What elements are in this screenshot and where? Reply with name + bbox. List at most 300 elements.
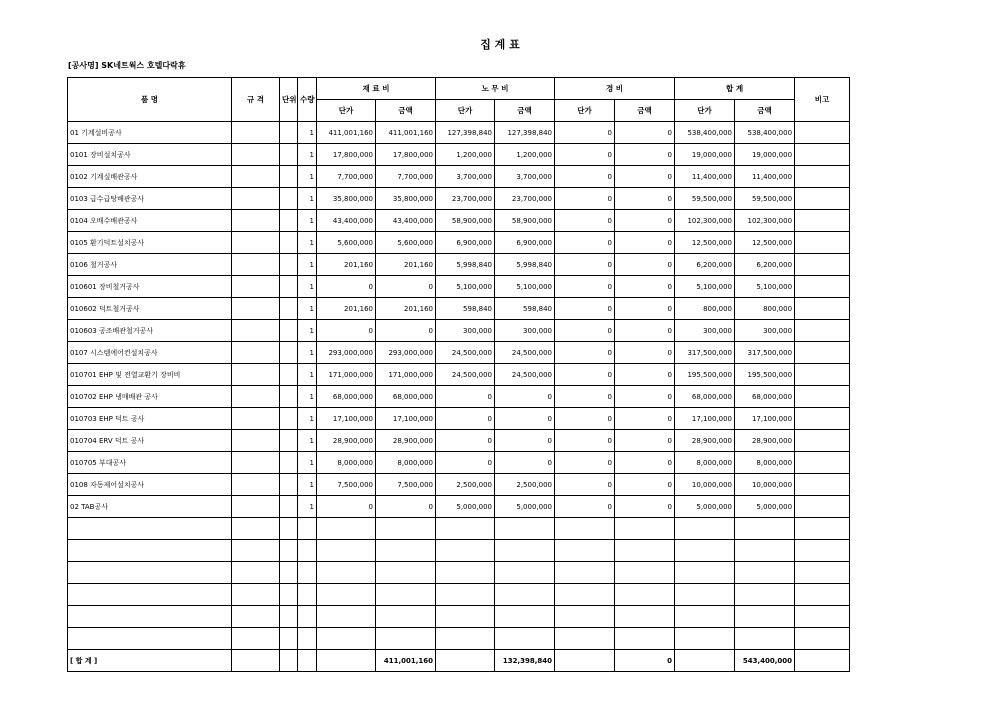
labor-unit-price-cell: 598,840 xyxy=(436,298,495,320)
labor-unit-price-cell: 24,500,000 xyxy=(436,364,495,386)
table-cell xyxy=(317,518,376,540)
table-cell xyxy=(280,584,298,606)
table-cell xyxy=(317,540,376,562)
table-cell xyxy=(232,540,280,562)
expense-amount-cell: 0 xyxy=(615,452,675,474)
summary-table xyxy=(67,77,850,672)
labor-unit-price-cell: 127,398,840 xyxy=(436,122,495,144)
table-cell xyxy=(298,518,317,540)
empty-row xyxy=(68,584,850,606)
expense-unit-price-cell: 0 xyxy=(555,232,615,254)
table-cell xyxy=(555,584,615,606)
table-row xyxy=(68,474,850,496)
expense-unit-price-cell: 0 xyxy=(555,188,615,210)
total-amount-cell: 10,000,000 xyxy=(735,474,795,496)
labor-amount-cell: 0 xyxy=(495,452,555,474)
table-cell xyxy=(376,562,436,584)
header-labor-amount: 금액 xyxy=(495,100,555,122)
labor-unit-price-cell: 23,700,000 xyxy=(436,188,495,210)
total-amount-cell: 68,000,000 xyxy=(735,386,795,408)
table-cell xyxy=(615,606,675,628)
header-expense-amount: 금액 xyxy=(615,100,675,122)
item-name-cell: 0106 철거공사 xyxy=(68,254,232,276)
unit-cell xyxy=(280,122,298,144)
table-cell xyxy=(298,650,317,672)
table-row xyxy=(68,364,850,386)
expense-amount-cell: 0 xyxy=(615,254,675,276)
item-name-cell: 0105 환기덕트설치공사 xyxy=(68,232,232,254)
unit-cell xyxy=(280,210,298,232)
qty-cell: 1 xyxy=(298,188,317,210)
labor-amount-cell: 127,398,840 xyxy=(495,122,555,144)
expense-unit-price-cell: 0 xyxy=(555,298,615,320)
material-unit-price-cell: 201,160 xyxy=(317,298,376,320)
table-cell xyxy=(280,650,298,672)
material-unit-price-cell: 0 xyxy=(317,276,376,298)
labor-amount-cell: 5,100,000 xyxy=(495,276,555,298)
expense-amount-cell: 0 xyxy=(615,276,675,298)
table-cell xyxy=(298,628,317,650)
qty-cell: 1 xyxy=(298,276,317,298)
labor-unit-price-cell: 2,500,000 xyxy=(436,474,495,496)
material-unit-price-cell: 411,001,160 xyxy=(317,122,376,144)
total-amount-cell: 12,500,000 xyxy=(735,232,795,254)
item-name-cell: 02 TAB공사 xyxy=(68,496,232,518)
expense-amount-cell: 0 xyxy=(615,408,675,430)
table-row xyxy=(68,276,850,298)
item-name-cell: 010603 공조배관철거공사 xyxy=(68,320,232,342)
spec-cell xyxy=(232,144,280,166)
material-amount-cell: 7,500,000 xyxy=(376,474,436,496)
qty-cell: 1 xyxy=(298,298,317,320)
header-labor: 노 무 비 xyxy=(436,78,555,100)
qty-cell: 1 xyxy=(298,232,317,254)
item-name-cell: 010601 장비철거공사 xyxy=(68,276,232,298)
table-cell xyxy=(298,584,317,606)
table-cell xyxy=(232,518,280,540)
header-row-1 xyxy=(68,78,850,100)
unit-cell xyxy=(280,254,298,276)
qty-cell: 1 xyxy=(298,342,317,364)
table-cell xyxy=(675,606,735,628)
total-amount-cell: 800,000 xyxy=(735,298,795,320)
table-cell xyxy=(280,628,298,650)
expense-unit-price-cell: 0 xyxy=(555,144,615,166)
table-cell xyxy=(232,628,280,650)
table-cell xyxy=(735,518,795,540)
remark-cell xyxy=(795,276,850,298)
table-cell xyxy=(68,584,232,606)
table-cell xyxy=(495,584,555,606)
material-amount-cell: 201,160 xyxy=(376,298,436,320)
labor-amount-cell: 1,200,000 xyxy=(495,144,555,166)
expense-amount-cell: 0 xyxy=(615,364,675,386)
material-amount-cell: 35,800,000 xyxy=(376,188,436,210)
labor-unit-price-cell: 0 xyxy=(436,386,495,408)
total-unit-price-cell: 6,200,000 xyxy=(675,254,735,276)
spec-cell xyxy=(232,188,280,210)
spec-cell xyxy=(232,430,280,452)
labor-amount-cell: 0 xyxy=(495,408,555,430)
expense-unit-price-cell: 0 xyxy=(555,474,615,496)
unit-cell xyxy=(280,474,298,496)
labor-amount-cell: 598,840 xyxy=(495,298,555,320)
labor-unit-price-cell: 24,500,000 xyxy=(436,342,495,364)
labor-unit-price-cell: 6,900,000 xyxy=(436,232,495,254)
material-amount-cell: 0 xyxy=(376,496,436,518)
table-cell xyxy=(615,540,675,562)
table-row xyxy=(68,166,850,188)
table-cell xyxy=(280,540,298,562)
table-cell xyxy=(615,628,675,650)
spec-cell xyxy=(232,496,280,518)
table-cell xyxy=(615,518,675,540)
qty-cell: 1 xyxy=(298,364,317,386)
remark-cell xyxy=(795,210,850,232)
table-cell xyxy=(376,518,436,540)
header-unit: 단위 xyxy=(280,78,298,122)
expense-amount-cell: 0 xyxy=(615,298,675,320)
material-unit-price-cell: 8,000,000 xyxy=(317,452,376,474)
material-unit-price-cell: 171,000,000 xyxy=(317,364,376,386)
table-row xyxy=(68,408,850,430)
table-row xyxy=(68,122,850,144)
table-cell xyxy=(675,628,735,650)
table-cell xyxy=(68,540,232,562)
remark-cell xyxy=(795,474,850,496)
table-cell xyxy=(795,584,850,606)
material-unit-price-cell: 293,000,000 xyxy=(317,342,376,364)
material-unit-price-cell: 0 xyxy=(317,320,376,342)
table-row xyxy=(68,386,850,408)
table-cell xyxy=(376,606,436,628)
unit-cell xyxy=(280,166,298,188)
labor-unit-price-cell: 58,900,000 xyxy=(436,210,495,232)
header-item: 품 명 xyxy=(68,78,232,122)
table-cell xyxy=(68,606,232,628)
total-unit-price-cell: 28,900,000 xyxy=(675,430,735,452)
total-unit-price-cell: 11,400,000 xyxy=(675,166,735,188)
material-amount-cell: 0 xyxy=(376,276,436,298)
header-expense-unit-price: 단가 xyxy=(555,100,615,122)
table-row xyxy=(68,452,850,474)
header-spec: 규 격 xyxy=(232,78,280,122)
table-cell xyxy=(232,606,280,628)
total-unit-price-cell: 317,500,000 xyxy=(675,342,735,364)
spec-cell xyxy=(232,232,280,254)
header-material-unit-price: 단가 xyxy=(317,100,376,122)
material-unit-price-cell: 35,800,000 xyxy=(317,188,376,210)
labor-amount-cell: 24,500,000 xyxy=(495,342,555,364)
spec-cell xyxy=(232,166,280,188)
material-unit-price-cell: 0 xyxy=(317,496,376,518)
total-amount: 543,400,000 xyxy=(735,650,795,672)
header-total-unit-price: 단가 xyxy=(675,100,735,122)
unit-cell xyxy=(280,430,298,452)
spec-cell xyxy=(232,452,280,474)
unit-cell xyxy=(280,320,298,342)
total-amount-cell: 5,100,000 xyxy=(735,276,795,298)
table-cell xyxy=(795,628,850,650)
unit-cell xyxy=(280,452,298,474)
unit-cell xyxy=(280,496,298,518)
material-amount-cell: 411,001,160 xyxy=(376,122,436,144)
material-amount-cell: 28,900,000 xyxy=(376,430,436,452)
table-cell xyxy=(317,606,376,628)
table-cell xyxy=(795,606,850,628)
table-cell xyxy=(675,562,735,584)
expense-amount-cell: 0 xyxy=(615,430,675,452)
labor-unit-price-cell: 0 xyxy=(436,408,495,430)
expense-amount-cell: 0 xyxy=(615,342,675,364)
empty-row xyxy=(68,628,850,650)
remark-cell xyxy=(795,320,850,342)
total-material-amount: 411,001,160 xyxy=(376,650,436,672)
table-cell xyxy=(735,606,795,628)
expense-unit-price-cell: 0 xyxy=(555,430,615,452)
total-amount-cell: 300,000 xyxy=(735,320,795,342)
expense-amount-cell: 0 xyxy=(615,232,675,254)
remark-cell xyxy=(795,254,850,276)
spec-cell xyxy=(232,320,280,342)
table-cell xyxy=(615,584,675,606)
labor-amount-cell: 2,500,000 xyxy=(495,474,555,496)
page-title: 집 계 표 xyxy=(480,38,520,51)
table-cell xyxy=(495,518,555,540)
qty-cell: 1 xyxy=(298,408,317,430)
material-amount-cell: 0 xyxy=(376,320,436,342)
qty-cell: 1 xyxy=(298,210,317,232)
table-cell xyxy=(495,540,555,562)
expense-amount-cell: 0 xyxy=(615,386,675,408)
labor-unit-price-cell: 5,100,000 xyxy=(436,276,495,298)
table-cell xyxy=(68,562,232,584)
table-cell xyxy=(495,562,555,584)
spec-cell xyxy=(232,408,280,430)
material-amount-cell: 43,400,000 xyxy=(376,210,436,232)
item-name-cell: 010704 ERV 덕트 공사 xyxy=(68,430,232,452)
total-amount-cell: 538,400,000 xyxy=(735,122,795,144)
unit-cell xyxy=(280,298,298,320)
total-amount-cell: 195,500,000 xyxy=(735,364,795,386)
spec-cell xyxy=(232,122,280,144)
item-name-cell: 0102 기계실배관공사 xyxy=(68,166,232,188)
table-cell xyxy=(675,584,735,606)
project-name: [공사명] SK네트웍스 호텔다락휴 xyxy=(68,61,186,70)
remark-cell xyxy=(795,430,850,452)
expense-unit-price-cell: 0 xyxy=(555,320,615,342)
remark-cell xyxy=(795,232,850,254)
material-unit-price-cell: 43,400,000 xyxy=(317,210,376,232)
spec-cell xyxy=(232,254,280,276)
total-unit-price-cell: 59,500,000 xyxy=(675,188,735,210)
table-cell xyxy=(795,518,850,540)
total-amount-cell: 6,200,000 xyxy=(735,254,795,276)
item-name-cell: 01 기계설비공사 xyxy=(68,122,232,144)
spec-cell xyxy=(232,342,280,364)
item-name-cell: 010705 부대공사 xyxy=(68,452,232,474)
expense-unit-price-cell: 0 xyxy=(555,276,615,298)
empty-row xyxy=(68,562,850,584)
table-cell xyxy=(436,606,495,628)
remark-cell xyxy=(795,452,850,474)
table-cell xyxy=(555,650,615,672)
expense-unit-price-cell: 0 xyxy=(555,386,615,408)
expense-amount-cell: 0 xyxy=(615,474,675,496)
total-labor-amount: 132,398,840 xyxy=(495,650,555,672)
table-cell xyxy=(232,562,280,584)
empty-row xyxy=(68,518,850,540)
labor-unit-price-cell: 0 xyxy=(436,430,495,452)
total-amount-cell: 102,300,000 xyxy=(735,210,795,232)
unit-cell xyxy=(280,232,298,254)
header-total: 합 계 xyxy=(675,78,795,100)
spec-cell xyxy=(232,276,280,298)
labor-unit-price-cell: 0 xyxy=(436,452,495,474)
total-expense-amount: 0 xyxy=(615,650,675,672)
table-cell xyxy=(68,628,232,650)
remark-cell xyxy=(795,188,850,210)
total-unit-price-cell: 5,000,000 xyxy=(675,496,735,518)
spec-cell xyxy=(232,386,280,408)
item-name-cell: 010602 덕트철거공사 xyxy=(68,298,232,320)
total-label: [ 합 계 ] xyxy=(68,650,232,672)
expense-amount-cell: 0 xyxy=(615,496,675,518)
table-cell xyxy=(795,562,850,584)
unit-cell xyxy=(280,276,298,298)
remark-cell xyxy=(795,122,850,144)
header-material: 재 료 비 xyxy=(317,78,436,100)
expense-unit-price-cell: 0 xyxy=(555,254,615,276)
material-unit-price-cell: 68,000,000 xyxy=(317,386,376,408)
table-cell xyxy=(555,628,615,650)
table-cell xyxy=(376,584,436,606)
total-unit-price-cell: 195,500,000 xyxy=(675,364,735,386)
material-unit-price-cell: 28,900,000 xyxy=(317,430,376,452)
total-row xyxy=(68,650,850,672)
table-cell xyxy=(555,518,615,540)
total-amount-cell: 19,000,000 xyxy=(735,144,795,166)
total-unit-price-cell: 8,000,000 xyxy=(675,452,735,474)
labor-amount-cell: 5,998,840 xyxy=(495,254,555,276)
labor-amount-cell: 3,700,000 xyxy=(495,166,555,188)
expense-unit-price-cell: 0 xyxy=(555,364,615,386)
table-row xyxy=(68,298,850,320)
table-cell xyxy=(495,606,555,628)
header-expense: 경 비 xyxy=(555,78,675,100)
table-cell xyxy=(280,606,298,628)
table-cell xyxy=(436,628,495,650)
material-amount-cell: 7,700,000 xyxy=(376,166,436,188)
material-amount-cell: 171,000,000 xyxy=(376,364,436,386)
item-name-cell: 0107 시스템에어컨설치공사 xyxy=(68,342,232,364)
remark-cell xyxy=(795,386,850,408)
table-cell xyxy=(317,562,376,584)
expense-unit-price-cell: 0 xyxy=(555,122,615,144)
material-amount-cell: 293,000,000 xyxy=(376,342,436,364)
table-row xyxy=(68,342,850,364)
labor-unit-price-cell: 300,000 xyxy=(436,320,495,342)
unit-cell xyxy=(280,342,298,364)
table-row xyxy=(68,496,850,518)
table-cell xyxy=(675,650,735,672)
material-unit-price-cell: 17,100,000 xyxy=(317,408,376,430)
total-unit-price-cell: 10,000,000 xyxy=(675,474,735,496)
qty-cell: 1 xyxy=(298,144,317,166)
labor-amount-cell: 300,000 xyxy=(495,320,555,342)
remark-cell xyxy=(795,496,850,518)
total-unit-price-cell: 12,500,000 xyxy=(675,232,735,254)
qty-cell: 1 xyxy=(298,474,317,496)
table-cell xyxy=(495,628,555,650)
expense-unit-price-cell: 0 xyxy=(555,452,615,474)
remark-cell xyxy=(795,408,850,430)
table-cell xyxy=(232,650,280,672)
table-row xyxy=(68,144,850,166)
header-qty: 수량 xyxy=(298,78,317,122)
remark-cell xyxy=(795,144,850,166)
table-cell xyxy=(436,540,495,562)
labor-amount-cell: 24,500,000 xyxy=(495,364,555,386)
qty-cell: 1 xyxy=(298,452,317,474)
labor-amount-cell: 6,900,000 xyxy=(495,232,555,254)
expense-unit-price-cell: 0 xyxy=(555,496,615,518)
remark-cell xyxy=(795,364,850,386)
table-cell xyxy=(317,650,376,672)
labor-amount-cell: 0 xyxy=(495,430,555,452)
table-cell xyxy=(232,584,280,606)
total-amount-cell: 317,500,000 xyxy=(735,342,795,364)
material-unit-price-cell: 5,600,000 xyxy=(317,232,376,254)
table-cell xyxy=(615,562,675,584)
table-cell xyxy=(298,562,317,584)
expense-unit-price-cell: 0 xyxy=(555,342,615,364)
remark-cell xyxy=(795,166,850,188)
table-cell xyxy=(436,518,495,540)
total-amount-cell: 59,500,000 xyxy=(735,188,795,210)
expense-amount-cell: 0 xyxy=(615,320,675,342)
table-cell xyxy=(795,650,850,672)
labor-amount-cell: 58,900,000 xyxy=(495,210,555,232)
expense-amount-cell: 0 xyxy=(615,188,675,210)
table-row xyxy=(68,210,850,232)
table-row xyxy=(68,254,850,276)
total-amount-cell: 8,000,000 xyxy=(735,452,795,474)
total-unit-price-cell: 17,100,000 xyxy=(675,408,735,430)
labor-amount-cell: 5,000,000 xyxy=(495,496,555,518)
remark-cell xyxy=(795,342,850,364)
table-cell xyxy=(735,540,795,562)
total-amount-cell: 17,100,000 xyxy=(735,408,795,430)
table-cell xyxy=(298,606,317,628)
labor-amount-cell: 0 xyxy=(495,386,555,408)
material-amount-cell: 17,800,000 xyxy=(376,144,436,166)
material-amount-cell: 8,000,000 xyxy=(376,452,436,474)
table-cell xyxy=(675,540,735,562)
qty-cell: 1 xyxy=(298,122,317,144)
labor-unit-price-cell: 3,700,000 xyxy=(436,166,495,188)
table-cell xyxy=(68,518,232,540)
table-cell xyxy=(555,562,615,584)
table-cell xyxy=(735,584,795,606)
material-amount-cell: 68,000,000 xyxy=(376,386,436,408)
table-cell xyxy=(280,562,298,584)
qty-cell: 1 xyxy=(298,386,317,408)
remark-cell xyxy=(795,298,850,320)
item-name-cell: 010701 EHP 및 전열교환기 장비비 xyxy=(68,364,232,386)
material-amount-cell: 201,160 xyxy=(376,254,436,276)
qty-cell: 1 xyxy=(298,430,317,452)
